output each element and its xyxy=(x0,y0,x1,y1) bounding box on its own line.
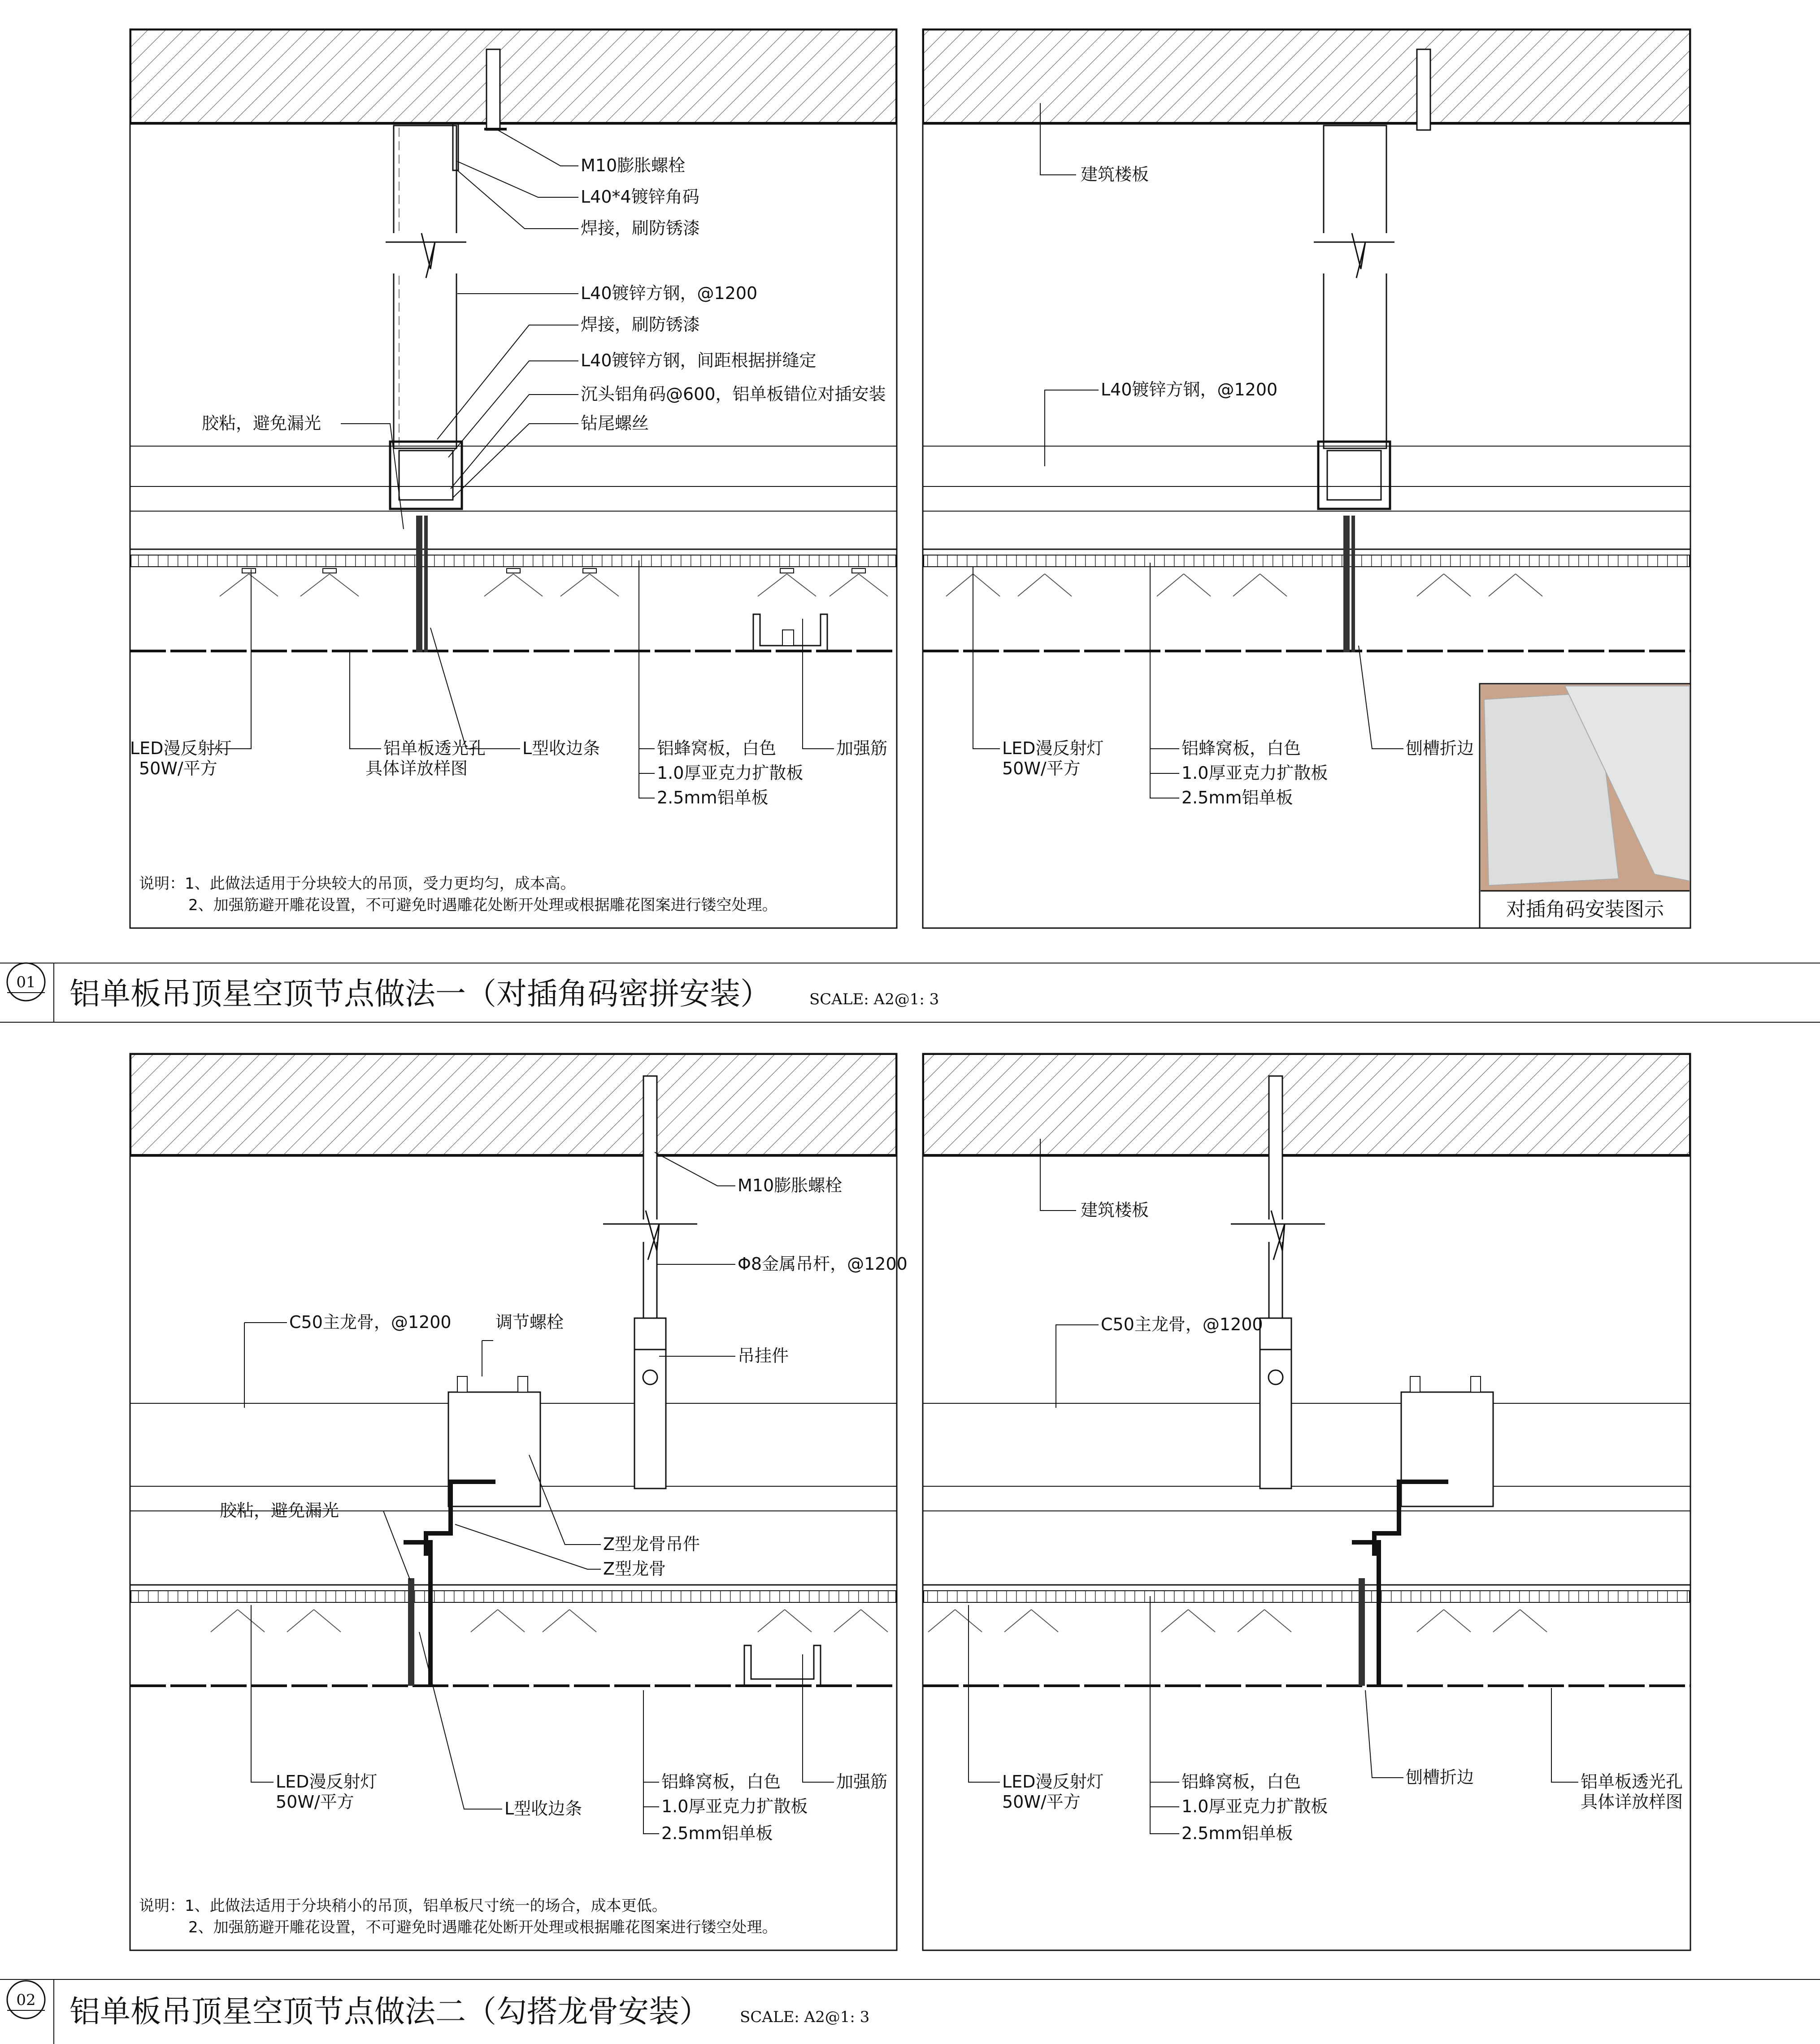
label-hole2-r2: 具体详放样图 xyxy=(1581,1792,1683,1812)
label-hanger: 吊挂件 xyxy=(738,1346,789,1366)
label-m10-2: M10膨胀螺栓 xyxy=(738,1176,843,1195)
label-led1-r: LED漫反射灯 xyxy=(1002,738,1104,758)
label-zkeel: Z型龙骨 xyxy=(603,1559,666,1579)
label-c50-r: C50主龙骨，@1200 xyxy=(1101,1315,1263,1334)
label-ltrim-2: L型收边条 xyxy=(504,1799,582,1818)
panel-top-right xyxy=(923,29,1690,928)
label-c50: C50主龙骨，@1200 xyxy=(289,1312,452,1332)
label-zhanger: Z型龙骨吊件 xyxy=(603,1534,700,1554)
label-led2-r2: 50W/平方 xyxy=(1002,1792,1081,1812)
label-l40steel-r: L40镀锌方钢，@1200 xyxy=(1101,380,1278,399)
label-panel-2: 2.5mm铝单板 xyxy=(661,1823,773,1843)
sheet-number-02: 02 xyxy=(16,1991,36,2009)
label-panel-r2: 2.5mm铝单板 xyxy=(1181,1823,1293,1843)
label-l40spacing: L40镀锌方钢，间距根据拼缝定 xyxy=(581,351,817,370)
label-rod: Φ8金属吊杆，@1200 xyxy=(738,1254,908,1274)
label-glue: 胶粘，避免漏光 xyxy=(202,413,321,433)
label-weld1: 焊接，刷防锈漆 xyxy=(581,218,700,238)
sheet-title-01: 铝单板吊顶星空顶节点做法一（对插角码密拼安装） xyxy=(69,976,771,1012)
label-rib: 加强筋 xyxy=(836,738,888,758)
label-slab-2: 建筑楼板 xyxy=(1081,1200,1149,1220)
tube-box xyxy=(390,442,462,509)
square-steel-post xyxy=(394,126,456,448)
label-glue-2: 胶粘，避免漏光 xyxy=(220,1501,339,1520)
scale-01: SCALE: A2@1: 3 xyxy=(809,990,939,1008)
label-adjust: 调节螺栓 xyxy=(495,1312,564,1332)
sheet-title-02: 铝单板吊顶星空顶节点做法二（勾搭龙骨安装） xyxy=(69,1994,710,2030)
note-2: 2、加强筋避开雕花设置，不可避免时遇雕花处断开处理或根据雕花图案进行镂空处理。 xyxy=(188,896,778,914)
label-ltrim: L型收边条 xyxy=(522,738,600,758)
label-honeycomb-2: 铝蜂窝板，白色 xyxy=(661,1772,781,1792)
label-led1-2: LED漫反射灯 xyxy=(276,1772,378,1792)
label-panel: 2.5mm铝单板 xyxy=(657,788,769,807)
label-panel-r: 2.5mm铝单板 xyxy=(1181,788,1293,807)
note-2-1: 说明：1、此做法适用于分块稍小的吊顶，铝单板尺寸统一的场合，成本更低。 xyxy=(139,1897,667,1915)
label-acrylic-r2: 1.0厚亚克力扩散板 xyxy=(1181,1797,1328,1816)
install-photo xyxy=(1480,684,1690,928)
label-hole1: 铝单板透光孔 xyxy=(383,738,486,758)
label-led1: LED漫反射灯 xyxy=(130,738,232,758)
label-groove-r2: 刨槽折边 xyxy=(1406,1767,1474,1787)
label-groove-r: 刨槽折边 xyxy=(1406,738,1474,758)
label-acrylic-2: 1.0厚亚克力扩散板 xyxy=(661,1797,808,1816)
label-hole2: 具体详放样图 xyxy=(365,759,468,778)
label-m10: M10膨胀螺栓 xyxy=(581,156,686,175)
note-2-2: 2、加强筋避开雕花设置，不可避免时遇雕花处断开处理或根据雕花图案进行镂空处理。 xyxy=(188,1918,778,1936)
label-led1-r2: LED漫反射灯 xyxy=(1002,1772,1104,1792)
panel-top-left xyxy=(130,29,897,928)
label-countersunk: 沉头铝角码@600，铝单板错位对插安装 xyxy=(581,384,886,404)
label-acrylic: 1.0厚亚克力扩散板 xyxy=(657,763,804,783)
anchor-bolt xyxy=(486,49,500,130)
label-l40steel: L40镀锌方钢，@1200 xyxy=(581,283,758,303)
label-slab: 建筑楼板 xyxy=(1081,165,1149,184)
l-trim-strip xyxy=(416,516,422,652)
label-rib-2: 加强筋 xyxy=(836,1772,888,1792)
hanger-rod xyxy=(643,1076,657,1327)
label-honeycomb-r2: 铝蜂窝板，白色 xyxy=(1181,1772,1301,1792)
label-led2-2: 50W/平方 xyxy=(276,1792,354,1812)
scale-02: SCALE: A2@1: 3 xyxy=(740,2008,870,2026)
sheet-number-01: 01 xyxy=(16,973,36,991)
label-led2-r: 50W/平方 xyxy=(1002,759,1081,778)
c50-main-keel xyxy=(448,1392,540,1506)
label-hole1-r2: 铝单板透光孔 xyxy=(1581,1772,1683,1792)
label-screw: 钻尾螺丝 xyxy=(581,413,649,433)
label-honeycomb: 铝蜂窝板，白色 xyxy=(657,738,777,758)
label-weld2: 焊接，刷防锈漆 xyxy=(581,315,700,334)
label-l40x4: L40*4镀锌角码 xyxy=(581,187,699,207)
honeycomb-panel xyxy=(131,555,896,567)
label-honeycomb-r: 铝蜂窝板，白色 xyxy=(1181,738,1301,758)
photo-caption: 对插角码安装图示 xyxy=(1506,898,1664,921)
note-1: 说明：1、此做法适用于分块较大的吊顶，受力更均匀，成本高。 xyxy=(139,875,576,893)
label-acrylic-r: 1.0厚亚克力扩散板 xyxy=(1181,763,1328,783)
label-led2: 50W/平方 xyxy=(139,759,217,778)
concrete-slab xyxy=(131,30,896,123)
